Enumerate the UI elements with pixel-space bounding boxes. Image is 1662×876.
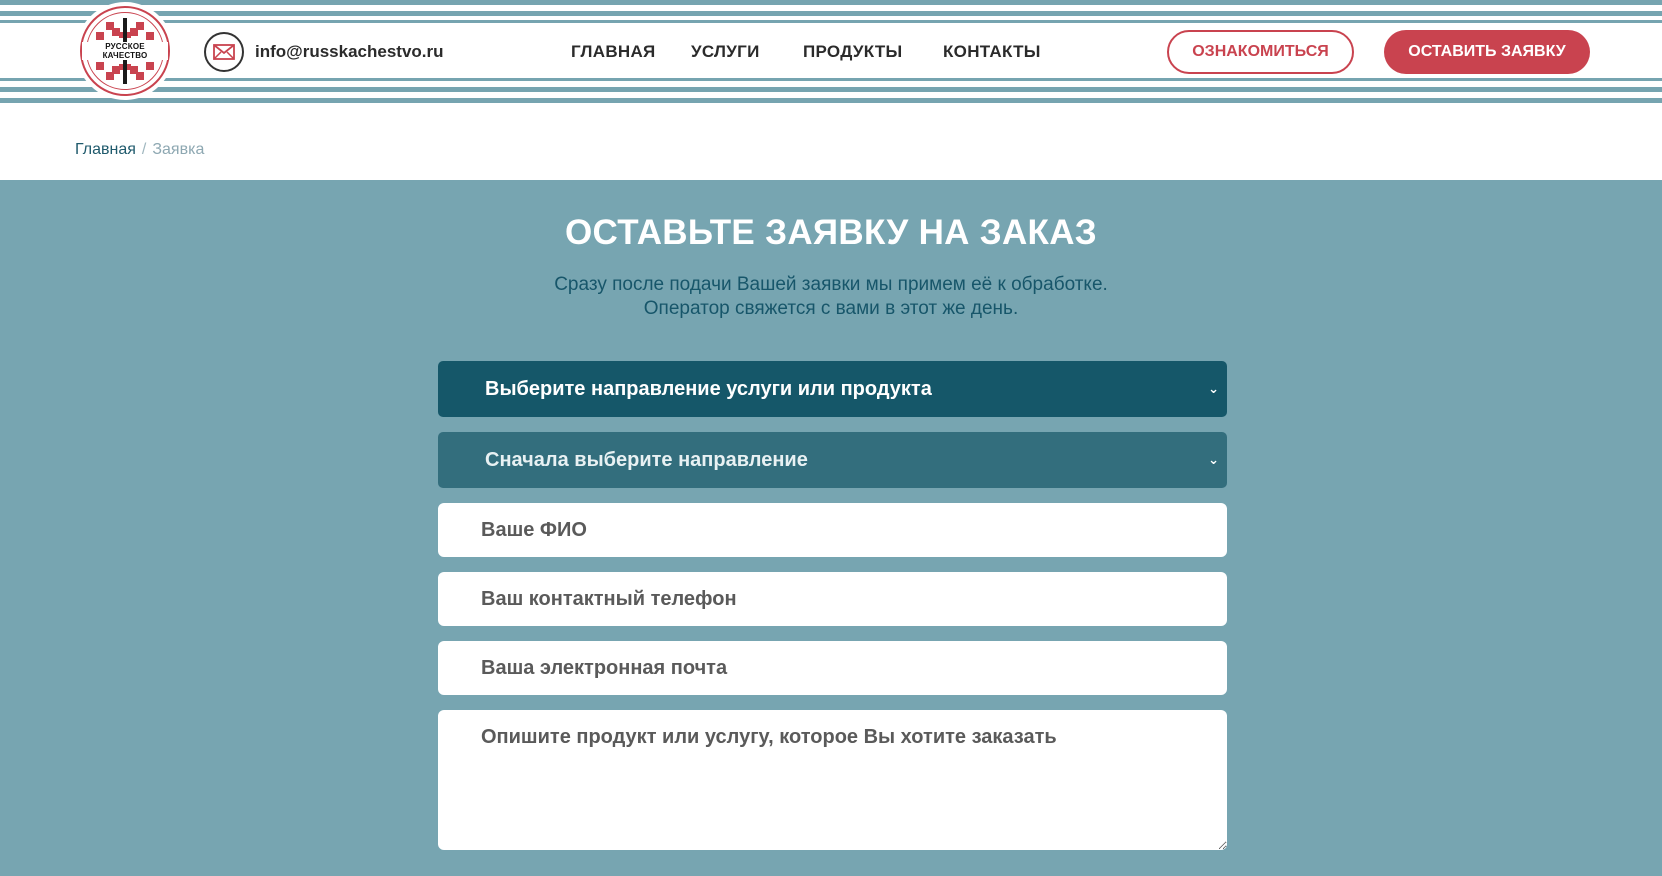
phone-field[interactable] xyxy=(438,572,1227,626)
sub-direction-select[interactable] xyxy=(438,432,1227,488)
email-field[interactable] xyxy=(438,641,1227,695)
form-subtitle-line2: Оператор свяжется с вами в этот же день. xyxy=(643,298,1019,319)
header-stripe xyxy=(0,98,1662,103)
breadcrumb xyxy=(75,141,204,159)
page-title: ОСТАВЬТЕ ЗАЯВКУ НА ЗАКАЗ xyxy=(564,213,1098,252)
message-textarea[interactable] xyxy=(438,710,1227,850)
site-header xyxy=(0,0,1662,106)
form-subtitle-line1: Сразу после подачи Вашей заявки мы примем её к обработке. xyxy=(554,274,1108,295)
nav-item-home[interactable]: ГЛАВНАЯ xyxy=(571,42,656,61)
email-link[interactable]: info@russkachestvo.ru xyxy=(255,42,444,61)
logo-text-line1: РУССКОЕ xyxy=(82,42,168,51)
fio-field[interactable] xyxy=(438,503,1227,557)
header-stripe xyxy=(0,0,1662,5)
nav-item-contacts[interactable]: КОНТАКТЫ xyxy=(943,42,1041,61)
site-logo[interactable] xyxy=(80,6,170,96)
header-stripe xyxy=(0,11,1662,16)
mail-icon[interactable] xyxy=(204,32,244,72)
header-stripe xyxy=(0,87,1662,92)
chevron-down-icon: ⌄ xyxy=(1208,381,1219,396)
logo-text-line2: КАЧЕСТВО xyxy=(82,51,168,60)
breadcrumb-current: Заявка xyxy=(152,141,205,158)
nav-item-products[interactable]: ПРОДУКТЫ xyxy=(803,42,903,61)
breadcrumb-separator: / xyxy=(141,141,147,158)
breadcrumb-home[interactable]: Главная xyxy=(75,141,136,158)
header-stripe xyxy=(0,78,1662,81)
submit-request-button[interactable]: ОСТАВИТЬ ЗАЯВКУ xyxy=(1384,30,1590,74)
nav-item-services[interactable]: УСЛУГИ xyxy=(691,42,760,61)
direction-select[interactable] xyxy=(438,361,1227,417)
header-stripe xyxy=(0,20,1662,23)
sub-direction-select-label: Сначала выберите направление xyxy=(485,448,808,471)
direction-select-label: Выберите направление услуги или продукта xyxy=(485,377,932,400)
chevron-down-icon: ⌄ xyxy=(1208,452,1219,467)
learn-more-button[interactable]: ОЗНАКОМИТЬСЯ xyxy=(1167,30,1354,74)
